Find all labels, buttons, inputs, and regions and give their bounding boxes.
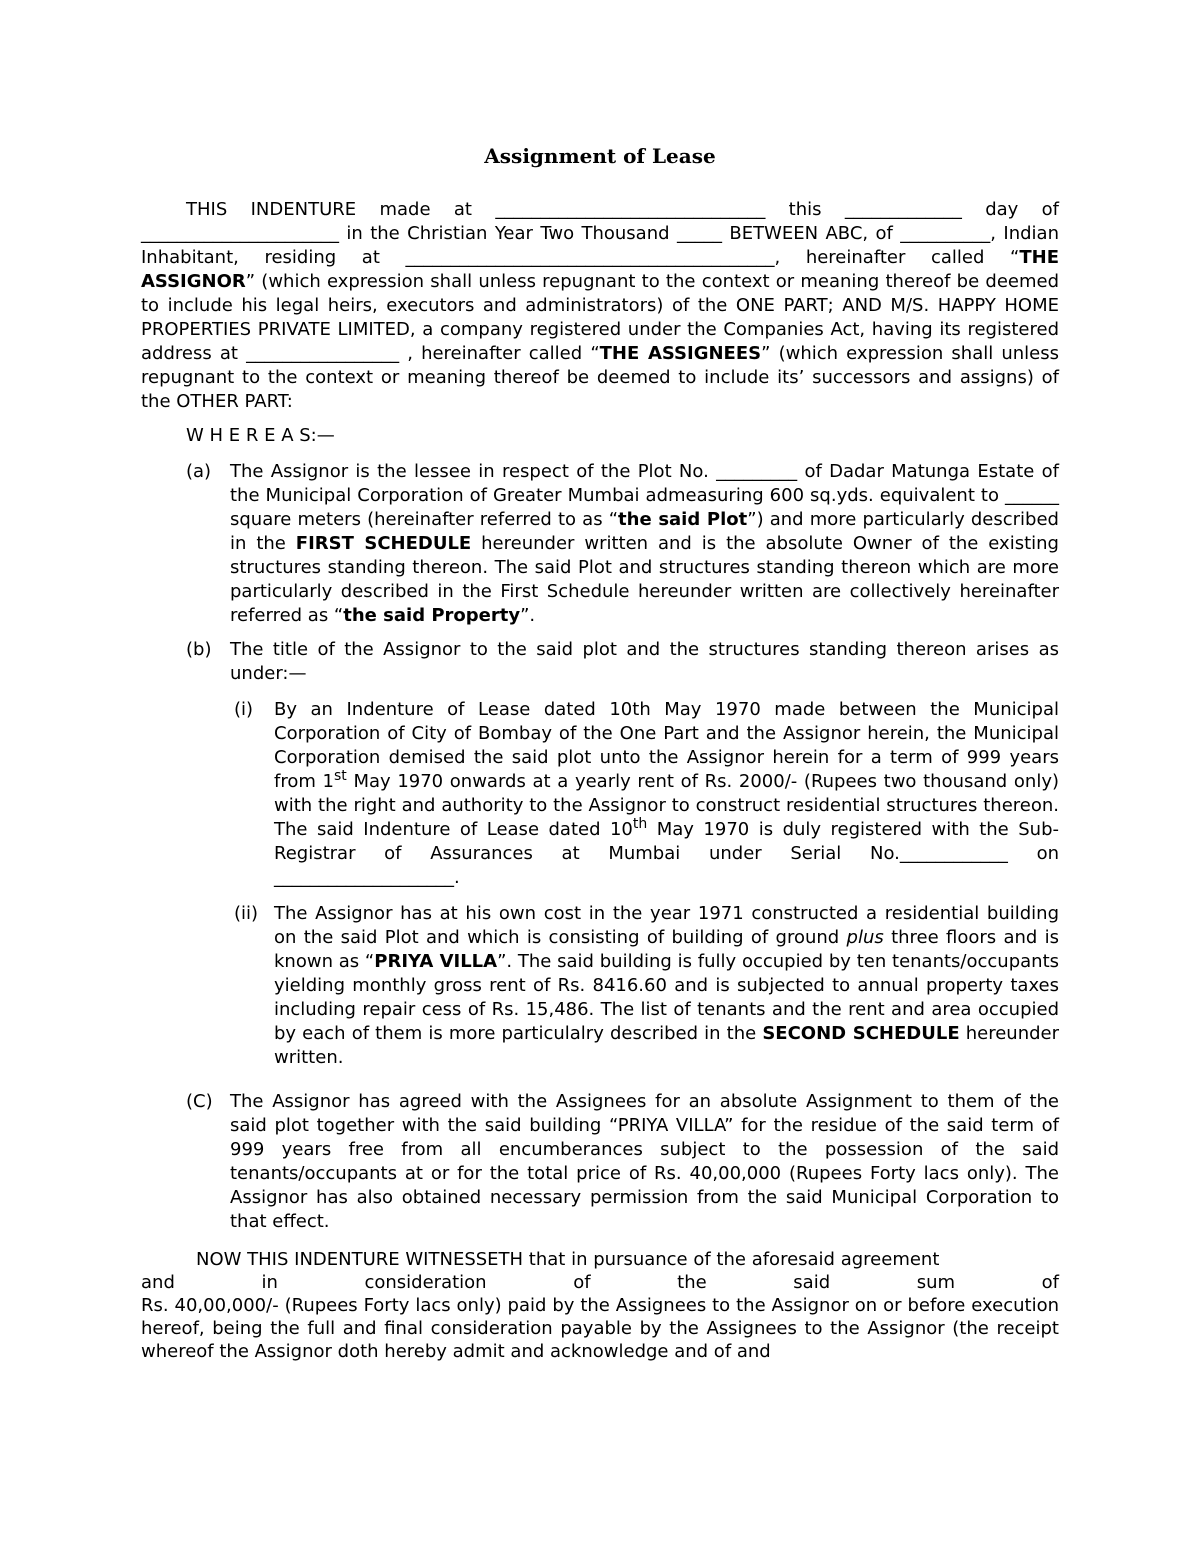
recital-b [141, 638, 1059, 1080]
recital-b-i-text [274, 698, 1059, 890]
document-page [141, 142, 1059, 1363]
recital-c-text: The Assignor has agreed with the Assignees for an absolute Assignment to them of the said plot together with the said building “PRIYA VILLA” for the residue of the said term of 999 years free from all encumberances subject to the possession of the said tenants/occupants at or for the total price of Rs. 40,00,000 (Rupees Forty lacs only). The Assignor has also obtained necessary permission from the said Municipal Corporation to that effect. [230, 1091, 1059, 1232]
second-schedule-term: SECOND SCHEDULE [762, 1023, 960, 1044]
recital-b-ii-text [274, 902, 1059, 1070]
witness-word: the [677, 1272, 707, 1293]
first-schedule-term: FIRST SCHEDULE [295, 533, 472, 554]
witnesseth-rest: Rs. 40,00,000/- (Rupees Forty lacs only) paid by the Assignees to the Assignor on or before execution hereof, being the full and final consideration payable by the Assignees to the Assignor (the receipt whereof the Assignor doth hereby admit and acknowledge and of and [141, 1295, 1059, 1362]
document-title: Assignment of Lease [484, 144, 716, 168]
witness-word: of [573, 1272, 591, 1293]
intro-text-2: ” (which expression shall unless repugnant to the context or meaning thereof be deemed to include his legal heirs, executors and administrators) of the ONE PART; AND M/S. HAPPY HOME PROPERTIES PRIVATE LIMITED, a company registered under the Companies Act, having its registered address at _________________ , hereinafter called “ [141, 271, 1059, 364]
witness-word: of [1041, 1272, 1059, 1293]
said-plot-term: the said Plot [618, 509, 748, 530]
recital-b-i [230, 698, 1059, 890]
priya-villa-term: PRIYA VILLA [374, 951, 498, 972]
recital-b-ii-text-4: hereunder written. [274, 1023, 1060, 1068]
superscript-th: th [632, 816, 648, 832]
witness-word: said [793, 1272, 831, 1293]
assignor-term: THE ASSIGNOR [141, 247, 1059, 292]
witnesseth-line-1: NOW THIS INDENTURE WITNESSETH that in pursuance of the aforesaid agreement [196, 1249, 940, 1270]
witnesseth-paragraph [141, 1248, 1059, 1363]
recital-b-ii-text-1: The Assignor has at his own cost in the year 1971 constructed a residential building on the said Plot and which is consisting of building of ground [274, 903, 1059, 948]
intro-text-3: ” (which expression shall unless repugnant to the context or meaning thereof be deemed to include its’ successors and assigns) of the OTHER PART: [141, 343, 1060, 412]
recital-b-ii-label: (ii) [234, 903, 259, 924]
recital-c [141, 1090, 1059, 1234]
witness-word: consideration [364, 1272, 487, 1293]
recital-c-label: (C) [186, 1091, 213, 1112]
recital-b-i-text-2: May 1970 onwards at a yearly rent of Rs. 2000/- (Rupees two thousand only) with the right and authority to the Assignor to construct residential structures thereon. The said Indenture of Lease dated 10 [274, 771, 1059, 840]
intro-paragraph [141, 198, 1059, 414]
recital-b-label: (b) [186, 639, 212, 660]
recital-a [141, 460, 1059, 628]
recital-a-text-3: hereunder written and is the absolute Owner of the existing structures standing thereon. The said Plot and structures standing thereon which are more particularly described in the First Schedule hereunder written are collectively hereinafter referred as “ [230, 533, 1059, 626]
witness-word: in [261, 1272, 278, 1293]
plus-italic: plus [846, 927, 884, 948]
superscript-st: st [334, 768, 347, 784]
recital-b-i-text-3: May 1970 is duly registered with the Sub-Registrar of Assurances at Mumbai under Serial No.____________ on ____________________. [274, 819, 1059, 888]
recital-a-text [230, 460, 1059, 628]
witnesseth-line-2 [141, 1271, 1059, 1294]
recital-a-text-2: ”) and more particularly described in the [230, 509, 1059, 554]
recital-a-text-1: The Assignor is the lessee in respect of the Plot No. _________ of Dadar Matunga Estate of the Municipal Corporation of Greater Mumbai admeasuring 600 sq.yds. equivalent to ______ square meters (hereinafter referred to as “ [230, 461, 1059, 530]
recital-a-text-4: ”. [520, 605, 536, 626]
recital-b-body [230, 638, 1059, 1080]
recital-b-i-label: (i) [234, 699, 254, 720]
recital-b-ii [230, 902, 1059, 1070]
whereas-heading: W H E R E A S:— [186, 425, 335, 446]
recital-b-text: The title of the Assignor to the said plot and the structures standing thereon arises as under:— [230, 639, 1059, 684]
recital-b-i-text-1: By an Indenture of Lease dated 10th May 1970 made between the Municipal Corporation of City of Bombay of the One Part and the Assignor herein, the Municipal Corporation demised the said plot unto the Assignor herein for a term of 999 years from 1 [274, 699, 1059, 792]
assignees-term: THE ASSIGNEES [599, 343, 762, 364]
recital-b-ii-text-2: three floors and is known as “ [274, 927, 1059, 972]
intro-text-1: THIS INDENTURE made at ______________________________ this _____________ day of ______________________ in the Christian Year Two Thousand _____ BETWEEN ABC, of __________, Indian Inhabitant, residing at _________________________________________, hereinafter called “ [141, 199, 1059, 268]
witness-word: sum [916, 1272, 956, 1293]
recital-a-label: (a) [186, 461, 212, 482]
witness-word: and [141, 1272, 175, 1293]
said-property-term: the said Property [343, 605, 521, 626]
recital-b-ii-text-3: ”. The said building is fully occupied by ten tenants/occupants yielding monthly gross rent of Rs. 8416.60 and is subjected to annual property taxes including repair cess of Rs. 15,486. The list of tenants and the rent and area occupied by each of them is more particulalry described in the [274, 951, 1060, 1044]
